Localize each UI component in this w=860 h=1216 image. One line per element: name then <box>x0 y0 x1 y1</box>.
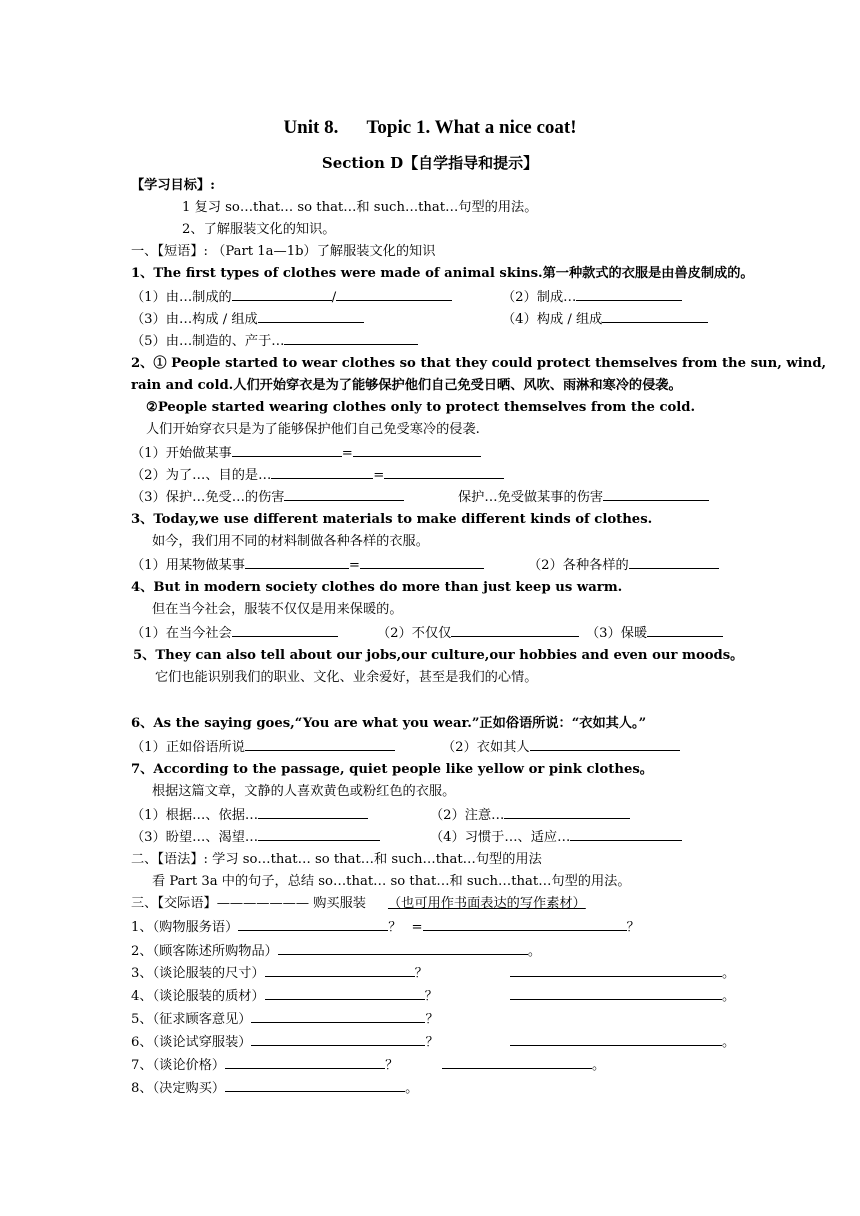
answer-blank[interactable] <box>225 1054 385 1069</box>
equals-sign: = <box>348 558 360 573</box>
phrase-2-1 <box>131 442 481 464</box>
answer-blank[interactable] <box>510 985 722 1000</box>
part3-header <box>131 894 586 914</box>
phrase-label: （1）由…制成的 <box>131 290 232 305</box>
goals-header: 【学习目标】: <box>131 178 215 193</box>
answer-blank[interactable] <box>284 330 418 345</box>
section-subtitle: Section D【自学指导和提示】 <box>321 154 539 172</box>
dialogue-row-6-answer <box>510 1031 735 1053</box>
answer-blank[interactable] <box>265 985 425 1000</box>
answer-blank[interactable] <box>603 486 709 501</box>
phrase-7-1 <box>131 804 368 826</box>
part2-header: 二、【语法】: 学习 so…that… so that…和 such…that…句型的用法 <box>131 852 542 867</box>
answer-blank[interactable] <box>510 1031 722 1046</box>
equals-sign: = <box>411 920 423 935</box>
phrase-label: 保护…免受做某事的伤害 <box>458 490 604 505</box>
question-mark: ？ <box>425 1035 439 1050</box>
blank-separator: / <box>331 290 337 305</box>
phrase-label: （4）习惯于…、适应… <box>430 830 571 845</box>
period-mark: 。 <box>527 944 542 959</box>
answer-blank[interactable] <box>232 286 332 301</box>
phrase-label: （2）为了…、目的是… <box>131 468 272 483</box>
phrase-1-5 <box>131 330 418 352</box>
dialogue-row-6 <box>131 1031 439 1053</box>
phrase-label: （1）根据…、依据… <box>131 808 259 823</box>
phrase-7-3 <box>131 826 380 848</box>
answer-blank[interactable] <box>258 804 368 819</box>
answer-blank[interactable] <box>360 554 484 569</box>
answer-blank[interactable] <box>258 826 380 841</box>
page-title: Unit 8. Topic 1. What a nice coat! <box>283 117 577 138</box>
answer-blank[interactable] <box>504 804 630 819</box>
phrase-6-2 <box>442 736 680 758</box>
answer-blank[interactable] <box>284 486 404 501</box>
sentence-4-en: 4、But in modern society clothes do more than just keep us warm. <box>131 580 623 595</box>
part3-title: 三、【交际语】——————— 购买服装 <box>131 896 366 911</box>
phrase-label: （2）注意… <box>430 808 505 823</box>
answer-blank[interactable] <box>251 1031 425 1046</box>
question-mark: ？ <box>388 920 402 935</box>
dialogue-label: 1、（购物服务语） <box>131 920 239 935</box>
dialogue-label: 5、（征求顾客意见） <box>131 1012 252 1027</box>
answer-blank[interactable] <box>265 962 415 977</box>
sentence-2a-line1: 2、① People started to wear clothes so that they could protect themselves from the sun, wind, <box>131 356 827 371</box>
dialogue-row-2 <box>131 940 541 962</box>
phrase-1-2 <box>502 286 682 308</box>
dialogue-row-3-answer <box>510 962 735 984</box>
period-mark: 。 <box>405 1081 419 1096</box>
answer-blank[interactable] <box>451 622 579 637</box>
period-mark: 。 <box>722 966 736 981</box>
phrase-label: （2）制成… <box>502 290 577 305</box>
part2-desc: 看 Part 3a 中的句子，总结 so…that… so that…和 such…that…句型的用法。 <box>152 874 631 889</box>
answer-blank[interactable] <box>232 622 338 637</box>
phrase-label: （1）开始做某事 <box>131 446 232 461</box>
dialogue-row-1 <box>131 916 640 938</box>
phrase-7-4 <box>430 826 682 848</box>
answer-blank[interactable] <box>647 622 723 637</box>
phrase-label: （3）盼望…、渴望… <box>131 830 259 845</box>
part1-header: 一、【短语】: （Part 1a—1b）了解服装文化的知识 <box>131 244 436 259</box>
question-mark: ？ <box>414 966 428 981</box>
phrase-3-1 <box>131 554 484 576</box>
phrase-7-2 <box>430 804 630 826</box>
answer-blank[interactable] <box>442 1054 592 1069</box>
phrase-6-1 <box>131 736 395 758</box>
phrase-2-3b <box>458 486 709 508</box>
period-mark: 。 <box>722 1035 736 1050</box>
phrase-2-2 <box>131 464 504 486</box>
answer-blank[interactable] <box>384 464 504 479</box>
sentence-3-cn: 如今，我们用不同的材料制做各种各样的衣服。 <box>152 534 429 549</box>
sentence-6: 6、As the saying goes,“You are what you wear.”正如俗语所说：“衣如其人。” <box>131 716 647 731</box>
dialogue-row-4-answer <box>510 985 735 1007</box>
answer-blank[interactable] <box>629 554 719 569</box>
dialogue-label: 8、（决定购买） <box>131 1081 226 1096</box>
phrase-4-2 <box>377 622 579 644</box>
answer-blank[interactable] <box>576 286 682 301</box>
sentence-7-cn: 根据这篇文章，文静的人喜欢黄色或粉红色的衣服。 <box>152 784 456 799</box>
phrase-label: （1）正如俗语所说 <box>131 740 245 755</box>
period-mark: 。 <box>722 989 736 1004</box>
phrase-label: （3）由…构成 / 组成 <box>131 312 258 327</box>
sentence-5-en: 5、They can also tell about our jobs,our culture,our hobbies and even our moods。 <box>133 648 744 663</box>
dialogue-row-3 <box>131 962 428 984</box>
phrase-1-3 <box>131 308 364 330</box>
phrase-label: （2）不仅仅 <box>377 626 452 641</box>
sentence-1: 1、The first types of clothes were made of animal skins.第一种款式的衣服是由兽皮制成的。 <box>131 266 754 281</box>
sentence-4-cn: 但在当今社会，服装不仅仅是用来保暖的。 <box>152 602 403 617</box>
phrase-1-4 <box>502 308 708 330</box>
dialogue-label: 3、（谈论服装的尺寸） <box>131 966 265 981</box>
answer-blank[interactable] <box>602 308 708 323</box>
answer-blank[interactable] <box>271 464 373 479</box>
answer-blank[interactable] <box>510 962 722 977</box>
answer-blank[interactable] <box>258 308 364 323</box>
answer-blank[interactable] <box>423 916 627 931</box>
dialogue-row-8 <box>131 1077 418 1099</box>
phrase-label: （4）构成 / 组成 <box>502 312 603 327</box>
phrase-label: （2）各种各样的 <box>528 558 629 573</box>
sentence-5-cn: 它们也能识别我们的职业、文化、业余爱好，甚至是我们的心情。 <box>155 670 538 685</box>
sentence-2a-line2: rain and cold.人们开始穿衣是为了能够保护他们自己免受日晒、风吹、雨淋和寒冷的侵袭。 <box>131 378 682 393</box>
sentence-7-en: 7、According to the passage, quiet people like yellow or pink clothes。 <box>131 762 653 777</box>
goal-item-2: 2、了解服装文化的知识。 <box>182 222 336 237</box>
dialogue-row-7-answer <box>442 1054 605 1076</box>
answer-blank[interactable] <box>225 1077 405 1092</box>
answer-blank[interactable] <box>245 554 349 569</box>
answer-blank[interactable] <box>530 736 680 751</box>
question-mark: ？ <box>425 1012 439 1027</box>
phrase-label: （3）保护…免受…的伤害 <box>131 490 285 505</box>
question-mark: ？ <box>424 989 438 1004</box>
period-mark: 。 <box>592 1058 606 1073</box>
answer-blank[interactable] <box>353 442 481 457</box>
dialogue-row-5 <box>131 1008 439 1030</box>
part3-note: （也可用作书面表达的写作素材） <box>387 896 586 911</box>
answer-blank[interactable] <box>251 1008 425 1023</box>
phrase-4-3 <box>586 622 723 644</box>
answer-blank[interactable] <box>278 940 528 955</box>
phrase-label: （1）用某物做某事 <box>131 558 245 573</box>
dialogue-label: 7、（谈论价格） <box>131 1058 226 1073</box>
answer-blank[interactable] <box>232 442 342 457</box>
answer-blank[interactable] <box>238 916 388 931</box>
dialogue-label: 4、（谈论服装的质材） <box>131 989 265 1004</box>
answer-blank[interactable] <box>570 826 682 841</box>
question-mark: ？ <box>385 1058 399 1073</box>
sentence-3-en: 3、Today,we use different materials to make different kinds of clothes. <box>131 512 653 527</box>
sentence-2b-line2: 人们开始穿衣只是为了能够保护他们自己免受寒冷的侵袭. <box>146 422 480 437</box>
phrase-label: （1）在当今社会 <box>131 626 232 641</box>
phrase-label: （3）保暖 <box>586 626 648 641</box>
answer-blank[interactable] <box>336 286 452 301</box>
phrase-label: （2）衣如其人 <box>442 740 530 755</box>
dialogue-label: 6、（谈论试穿服装） <box>131 1035 252 1050</box>
dialogue-row-7 <box>131 1054 398 1076</box>
phrase-3-2 <box>528 554 719 576</box>
equals-sign: = <box>341 446 353 461</box>
dialogue-row-4 <box>131 985 438 1007</box>
answer-blank[interactable] <box>245 736 395 751</box>
phrase-1-1 <box>131 286 452 308</box>
sentence-2b-line1: ②People started wearing clothes only to protect themselves from the cold. <box>146 400 696 415</box>
phrase-label: （5）由…制造的、产于… <box>131 334 285 349</box>
question-mark: ？ <box>626 920 640 935</box>
goal-item-1: 1 复习 so…that… so that…和 such…that…句型的用法。 <box>182 200 538 215</box>
equals-sign: = <box>373 468 385 483</box>
phrase-2-3 <box>131 486 404 508</box>
dialogue-label: 2、（顾客陈述所购物品） <box>131 944 278 959</box>
phrase-4-1 <box>131 622 338 644</box>
